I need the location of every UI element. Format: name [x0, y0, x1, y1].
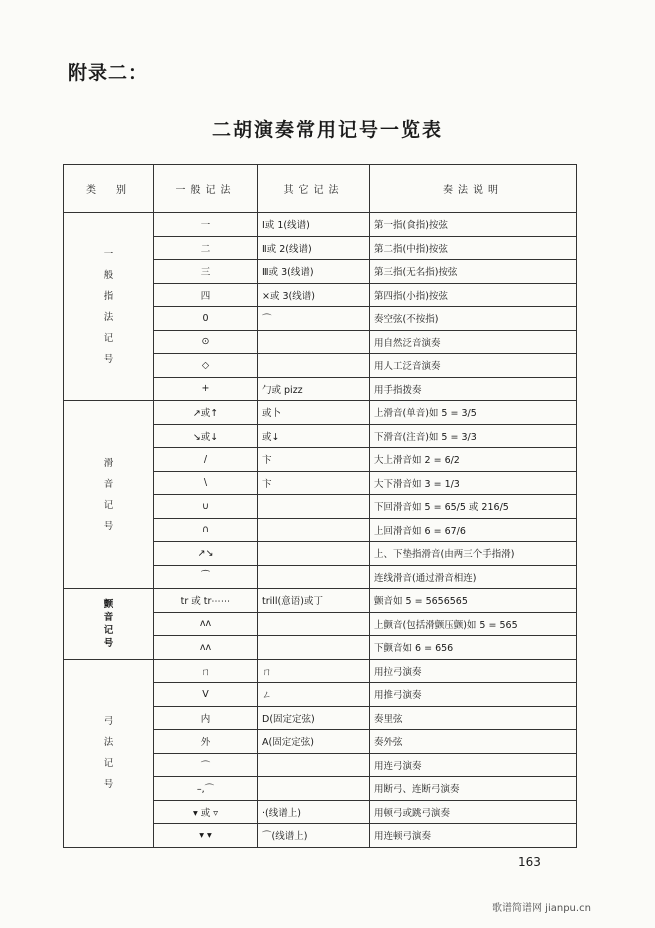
explanation-cell: 用连弓演奏 — [370, 753, 577, 777]
other-notation-cell: 或↓ — [258, 424, 370, 448]
table-row — [64, 213, 577, 237]
other-notation-cell — [258, 612, 370, 636]
category-cell — [64, 213, 154, 401]
general-notation-cell: 四 — [154, 283, 258, 307]
general-notation-cell: –,⌒ — [154, 777, 258, 801]
general-notation-cell: / — [154, 448, 258, 472]
other-notation-cell — [258, 330, 370, 354]
header-row — [64, 165, 577, 213]
explanation-cell: 下颤音如 6 = 656 — [370, 636, 577, 660]
other-notation-cell — [258, 753, 370, 777]
other-notation-cell: 卞 — [258, 448, 370, 472]
general-notation-cell: ▾ 或 ▿ — [154, 800, 258, 824]
general-notation-cell: ⁀ — [154, 565, 258, 589]
explanation-cell: 大上滑音如 2 = 6/2 — [370, 448, 577, 472]
general-notation-cell: ∩ — [154, 518, 258, 542]
general-notation-cell: ㄇ — [154, 659, 258, 683]
general-notation-cell: ↗↘ — [154, 542, 258, 566]
category-char: 滑 — [103, 457, 114, 469]
general-notation-cell: ⊙ — [154, 330, 258, 354]
general-notation-cell: ᴧᴧ — [154, 636, 258, 660]
explanation-cell: 用断弓、连断弓演奏 — [370, 777, 577, 801]
general-notation-cell: 二 — [154, 236, 258, 260]
other-notation-cell — [258, 518, 370, 542]
other-notation-cell: Ⅱ或 2(线谱) — [258, 236, 370, 260]
category-char: 记 — [103, 758, 114, 769]
explanation-cell: 用拉弓演奏 — [370, 659, 577, 683]
category-char: 音 — [103, 478, 114, 490]
explanation-cell: 奏空弦(不按指) — [370, 307, 577, 331]
general-notation-cell: ∪ — [154, 495, 258, 519]
header-other: 其它记法 — [258, 165, 370, 213]
other-notation-cell — [258, 565, 370, 589]
category-cell — [64, 589, 154, 660]
category-char: 记 — [103, 332, 114, 344]
category-char: 法 — [103, 737, 114, 748]
explanation-cell: 用自然泛音演奏 — [370, 330, 577, 354]
explanation-cell: 大下滑音如 3 = 1/3 — [370, 471, 577, 495]
table-body — [64, 213, 577, 848]
other-notation-cell: ·(线谱上) — [258, 800, 370, 824]
explanation-cell: 第一指(食指)按弦 — [370, 213, 577, 237]
notation-table — [63, 164, 577, 848]
other-notation-cell — [258, 495, 370, 519]
category-char: 记 — [103, 624, 114, 636]
other-notation-cell: ×或 3(线谱) — [258, 283, 370, 307]
explanation-cell: 上颤音(包括滑颤压颤)如 5 = 565 — [370, 612, 577, 636]
explanation-cell: 奏里弦 — [370, 706, 577, 730]
category-char: 法 — [103, 311, 114, 323]
other-notation-cell: ㄇ — [258, 659, 370, 683]
general-notation-cell: 一 — [154, 213, 258, 237]
general-notation-cell: ◇ — [154, 354, 258, 378]
other-notation-cell: ⌒(线谱上) — [258, 824, 370, 848]
explanation-cell: 连线滑音(通过滑音相连) — [370, 565, 577, 589]
category-cell — [64, 659, 154, 847]
header-category: 类 别 — [64, 165, 154, 213]
header-general: 一般记法 — [154, 165, 258, 213]
other-notation-cell: 或卜 — [258, 401, 370, 425]
other-notation-cell: trill(意语)或丁 — [258, 589, 370, 613]
watermark: 歌谱简谱网 jianpu.cn — [492, 903, 591, 914]
category-char: 一 — [103, 248, 114, 260]
header-explain: 奏法说明 — [370, 165, 577, 213]
category-char: 号 — [103, 353, 114, 365]
table-row — [64, 401, 577, 425]
category-char: 颤 — [103, 598, 114, 610]
explanation-cell: 用手指拨奏 — [370, 377, 577, 401]
category-char: 指 — [103, 290, 114, 302]
other-notation-cell: ㄥ — [258, 683, 370, 707]
explanation-cell: 第二指(中指)按弦 — [370, 236, 577, 260]
category-char: 弓 — [103, 716, 114, 727]
appendix-heading: 附录二： — [68, 62, 149, 84]
explanation-cell: 第三指(无名指)按弦 — [370, 260, 577, 284]
general-notation-cell: ↘或↓ — [154, 424, 258, 448]
other-notation-cell — [258, 542, 370, 566]
general-notation-cell: ⌒ — [154, 753, 258, 777]
general-notation-cell: 三 — [154, 260, 258, 284]
other-notation-cell: Ⅲ或 3(线谱) — [258, 260, 370, 284]
category-char: 号 — [103, 779, 114, 790]
explanation-cell: 用顿弓或跳弓演奏 — [370, 800, 577, 824]
general-notation-cell: + — [154, 377, 258, 401]
general-notation-cell: tr 或 tr⋯⋯ — [154, 589, 258, 613]
general-notation-cell: 外 — [154, 730, 258, 754]
explanation-cell: 第四指(小指)按弦 — [370, 283, 577, 307]
other-notation-cell: 勹或 pizz — [258, 377, 370, 401]
explanation-cell: 下回滑音如 5 = 65/5 或 216/5 — [370, 495, 577, 519]
category-cell — [64, 401, 154, 589]
other-notation-cell: A(固定定弦) — [258, 730, 370, 754]
explanation-cell: 上滑音(单音)如 5 = 3/5 — [370, 401, 577, 425]
explanation-cell: 下滑音(注音)如 5 = 3/3 — [370, 424, 577, 448]
other-notation-cell: ⌒ — [258, 307, 370, 331]
general-notation-cell: 0 — [154, 307, 258, 331]
page-number: 163 — [518, 855, 541, 869]
other-notation-cell — [258, 636, 370, 660]
explanation-cell: 上、下垫指滑音(由两三个手指滑) — [370, 542, 577, 566]
other-notation-cell — [258, 354, 370, 378]
category-char: 号 — [103, 637, 114, 649]
category-char: 号 — [103, 520, 114, 532]
category-char: 记 — [103, 499, 114, 511]
explanation-cell: 用连顿弓演奏 — [370, 824, 577, 848]
general-notation-cell: ▾ ▾ — [154, 824, 258, 848]
other-notation-cell: 卞 — [258, 471, 370, 495]
general-notation-cell: ↗或↑ — [154, 401, 258, 425]
general-notation-cell: \ — [154, 471, 258, 495]
table-row — [64, 659, 577, 683]
explanation-cell: 用人工泛音演奏 — [370, 354, 577, 378]
general-notation-cell: 内 — [154, 706, 258, 730]
page-title: 二胡演奏常用记号一览表 — [211, 119, 443, 141]
general-notation-cell: ᴧᴧ — [154, 612, 258, 636]
explanation-cell: 用推弓演奏 — [370, 683, 577, 707]
general-notation-cell: V — [154, 683, 258, 707]
table-row — [64, 589, 577, 613]
explanation-cell: 上回滑音如 6 = 67/6 — [370, 518, 577, 542]
category-char: 音 — [103, 611, 114, 623]
category-char: 般 — [103, 269, 114, 281]
other-notation-cell: D(固定定弦) — [258, 706, 370, 730]
explanation-cell: 颤音如 5 = 5656565 — [370, 589, 577, 613]
explanation-cell: 奏外弦 — [370, 730, 577, 754]
other-notation-cell: Ⅰ或 1(线谱) — [258, 213, 370, 237]
other-notation-cell — [258, 777, 370, 801]
